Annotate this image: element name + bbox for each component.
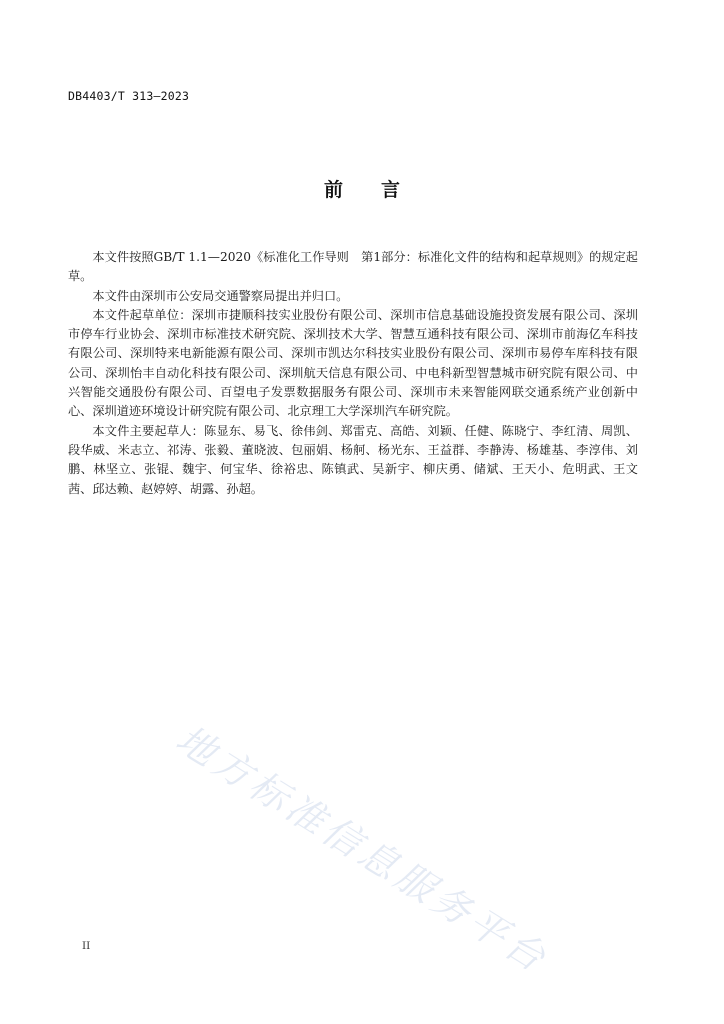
paragraph-proposer: 本文件由深圳市公安局交通警察局提出并归口。 xyxy=(92,288,349,303)
title-char-1: 前 xyxy=(323,179,343,201)
page-number: II xyxy=(82,940,91,952)
foreword-body xyxy=(68,248,638,499)
page-title xyxy=(0,175,724,202)
paragraph-drafters: 本文件主要起草人：陈显东、易飞、徐伟剑、郑雷克、高皓、刘颖、任健、陈晓宁、李红清、周凯、段华威、米志立、祁涛、张毅、董晓波、包丽娟、杨舸、杨光东、王益群、李静涛、杨雄基、李淳伟、刘鹏、林坚立、张锟、魏宇、何宝华、徐裕忠、陈镇武、吴新宇、柳庆勇、储斌、王天小、危明武、王文茜、邱达赖、赵婷婷、胡露、孙超。 xyxy=(68,423,638,496)
watermark: 地方标准信息服务平台 xyxy=(168,716,557,982)
paragraph-drafting-units: 本文件起草单位：深圳市捷顺科技实业股份有限公司、深圳市信息基础设施投资发展有限公司、深圳市停车行业协会、深圳市标准技术研究院、深圳技术大学、智慧互通科技有限公司、深圳市前海亿车科技有限公司、深圳特来电新能源有限公司、深圳市凯达尔科技实业股份有限公司、深圳市易停车库科技有限公司、深圳怡丰自动化科技有限公司、深圳航天信息有限公司、中电科新型智慧城市研究院有限公司、中兴智能交通股份有限公司、百望电子发票数据服务有限公司、深圳市未来智能网联交通系统产业创新中心、深圳道迹环境设计研究院有限公司、北京理工大学深圳汽车研究院。 xyxy=(68,307,638,419)
paragraph-drafting-basis: 本文件按照GB/T 1.1—2020《标准化工作导则 第1部分：标准化文件的结构和起草规则》的规定起草。 xyxy=(68,250,638,284)
title-char-2: 言 xyxy=(381,179,401,201)
standard-code: DB4403/T 313—2023 xyxy=(68,89,190,103)
